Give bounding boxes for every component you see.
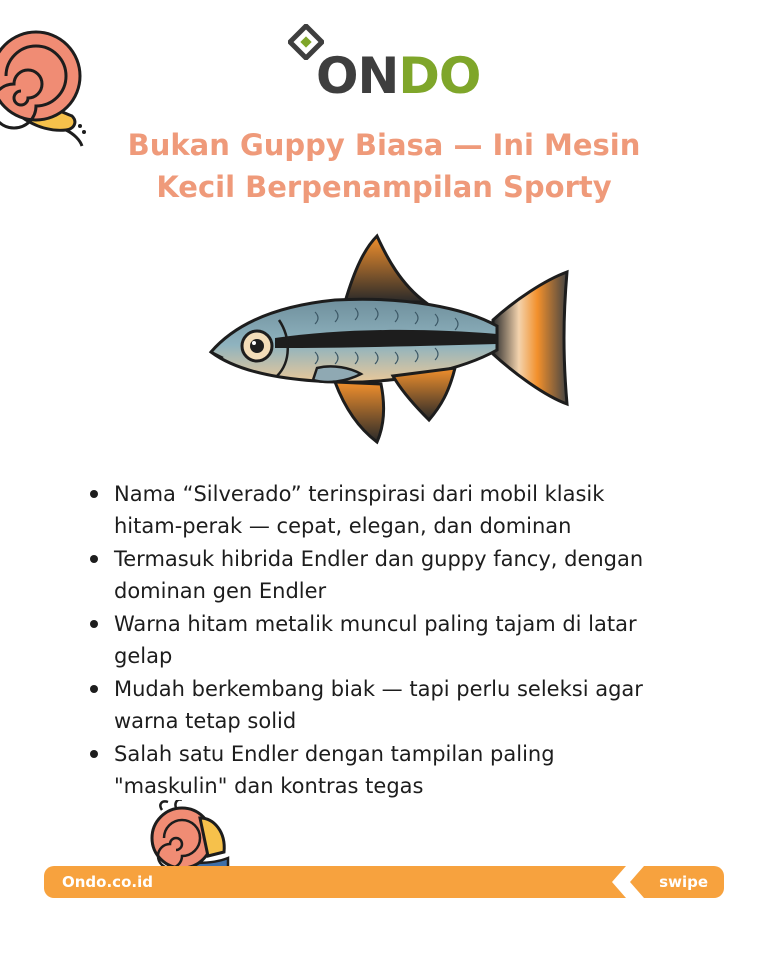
fish-illustration [205,228,575,453]
list-item: Warna hitam metalik muncul paling tajam di latar gelap [84,608,704,672]
list-item: Mudah berkembang biak — tapi perlu seleksi agar warna tetap solid [84,673,704,737]
title-line-2: Kecil Berpenampilan Sporty [156,170,612,204]
list-item: Salah satu Endler dengan tampilan paling "maskulin" dan kontras tegas [84,738,704,802]
chevron-left-icon [604,866,654,898]
ondo-logo [286,20,486,105]
logo-text-on: ON [316,47,399,105]
swipe-button[interactable]: swipe [659,873,708,891]
snail-icon [142,800,232,870]
list-item: Termasuk hibrida Endler dan guppy fancy, dengan dominan gen Endler [84,543,704,607]
title-line-1: Bukan Guppy Biasa — Ini Mesin [127,128,641,162]
list-item: Nama “Silverado” terinspirasi dari mobil klasik hitam-perak — cepat, elegan, dan dominan [84,478,704,542]
fact-list [84,478,704,803]
logo-wordmark [316,46,480,106]
page-title [84,124,684,208]
footer-site-link[interactable]: Ondo.co.id [62,873,153,891]
logo-text-do: DO [398,47,481,105]
footer-bar [44,866,724,898]
